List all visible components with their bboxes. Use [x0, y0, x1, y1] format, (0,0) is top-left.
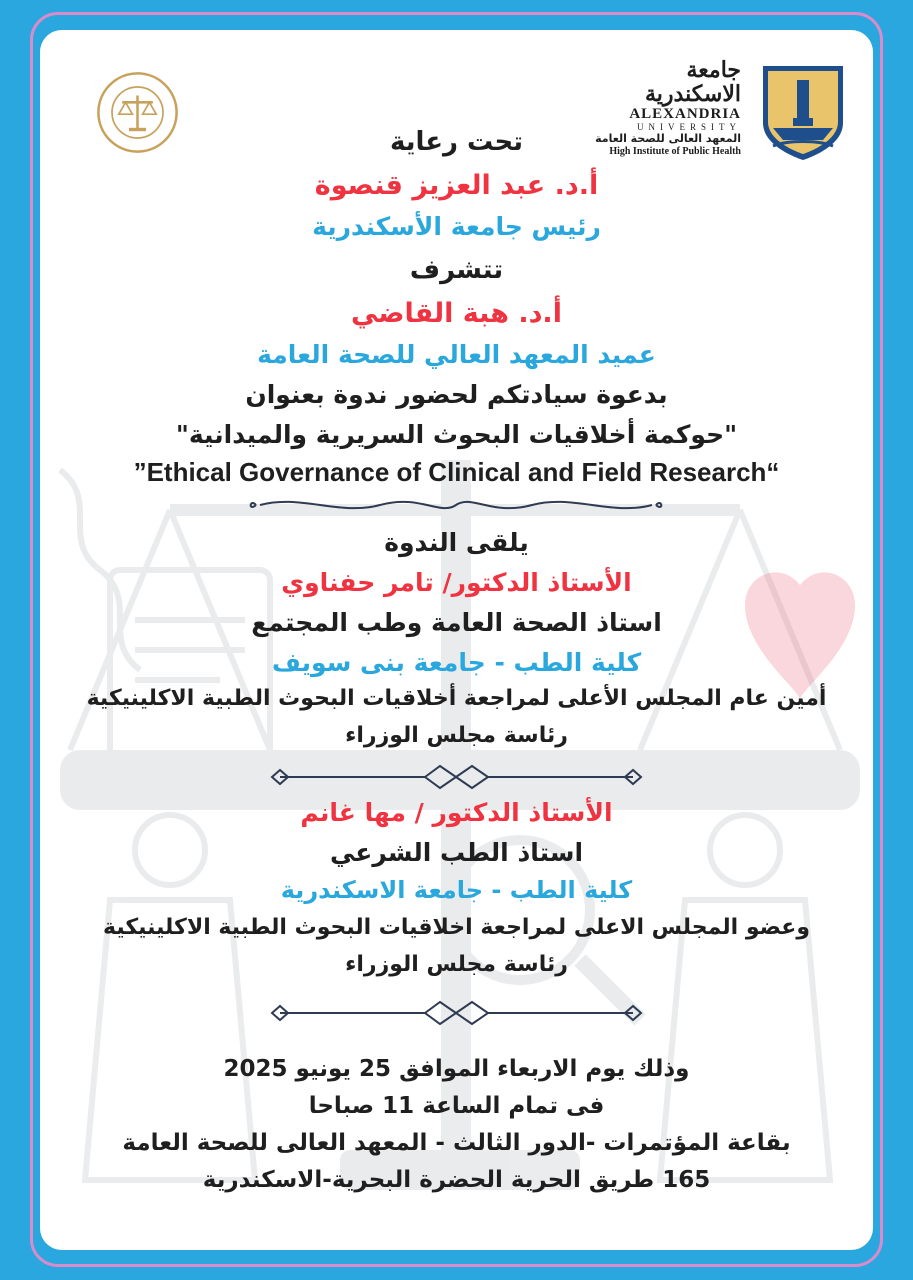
university-english-name: ALEXANDRIA [629, 106, 741, 122]
speaker2-position: استاذ الطب الشرعي [329, 838, 584, 867]
institute-english-name: High Institute of Public Health [609, 146, 741, 157]
event-time: فى تمام الساعة 11 صباحا [308, 1093, 605, 1119]
ornament-divider [40, 998, 873, 1028]
invitation-card [40, 30, 873, 1250]
event-address: 165 طريق الحرية الحضرة البحرية-الاسكندرية [202, 1167, 711, 1193]
university-arabic-name: جامعة الاسكندرية [645, 57, 741, 107]
speaker1-name: الأستاذ الدكتور/ تامر حفناوي [281, 568, 632, 597]
speakers-intro: يلقى الندوة [384, 528, 529, 557]
patronage-intro: تحت رعاية [389, 127, 524, 157]
speaker2-org: رئاسة مجلس الوزراء [345, 952, 568, 977]
patron-title: رئيس جامعة الأسكندرية [312, 212, 601, 241]
event-date: وذلك يوم الاربعاء الموافق 25 يونيو 2025 [223, 1056, 690, 1082]
event-venue: بقاعة المؤتمرات -الدور الثالث - المعهد العالى للصحة العامة [122, 1130, 791, 1156]
patron-name: أ.د. عبد العزيز قنصوة [314, 170, 599, 201]
ornament-divider [40, 762, 873, 792]
university-english-sub: UNIVERSITY [637, 122, 741, 132]
dean-title: عميد المعهد العالي للصحة العامة [257, 340, 656, 369]
seminar-title-english: ”Ethical Governance of Clinical and Field Research“ [133, 457, 780, 487]
institute-arabic-name: المعهد العالى للصحة العامة [595, 132, 741, 145]
speaker1-faculty: كلية الطب - جامعة بنى سويف [271, 648, 642, 677]
dean-name: أ.د. هبة القاضي [351, 298, 562, 329]
speaker2-role: وعضو المجلس الاعلى لمراجعة اخلاقيات البحوث الطبية الاكلينيكية [103, 915, 810, 940]
speaker1-org: رئاسة مجلس الوزراء [345, 723, 568, 748]
ornament-divider [40, 490, 873, 520]
speaker2-name: الأستاذ الدكتور / مها غانم [300, 798, 613, 827]
invitation-line: بدعوة سيادتكم لحضور ندوة بعنوان [245, 380, 668, 409]
speaker1-role: أمين عام المجلس الأعلى لمراجعة أخلاقيات البحوث الطبية الاكلينيكية [86, 686, 827, 711]
speaker1-position: استاذ الصحة العامة وطب المجتمع [251, 608, 662, 637]
speaker2-faculty: كلية الطب - جامعة الاسكندرية [280, 876, 633, 904]
honor-intro: تتشرف [409, 255, 504, 285]
seminar-title-arabic: "حوكمة أخلاقيات البحوث السريرية والميدانية" [175, 420, 738, 449]
